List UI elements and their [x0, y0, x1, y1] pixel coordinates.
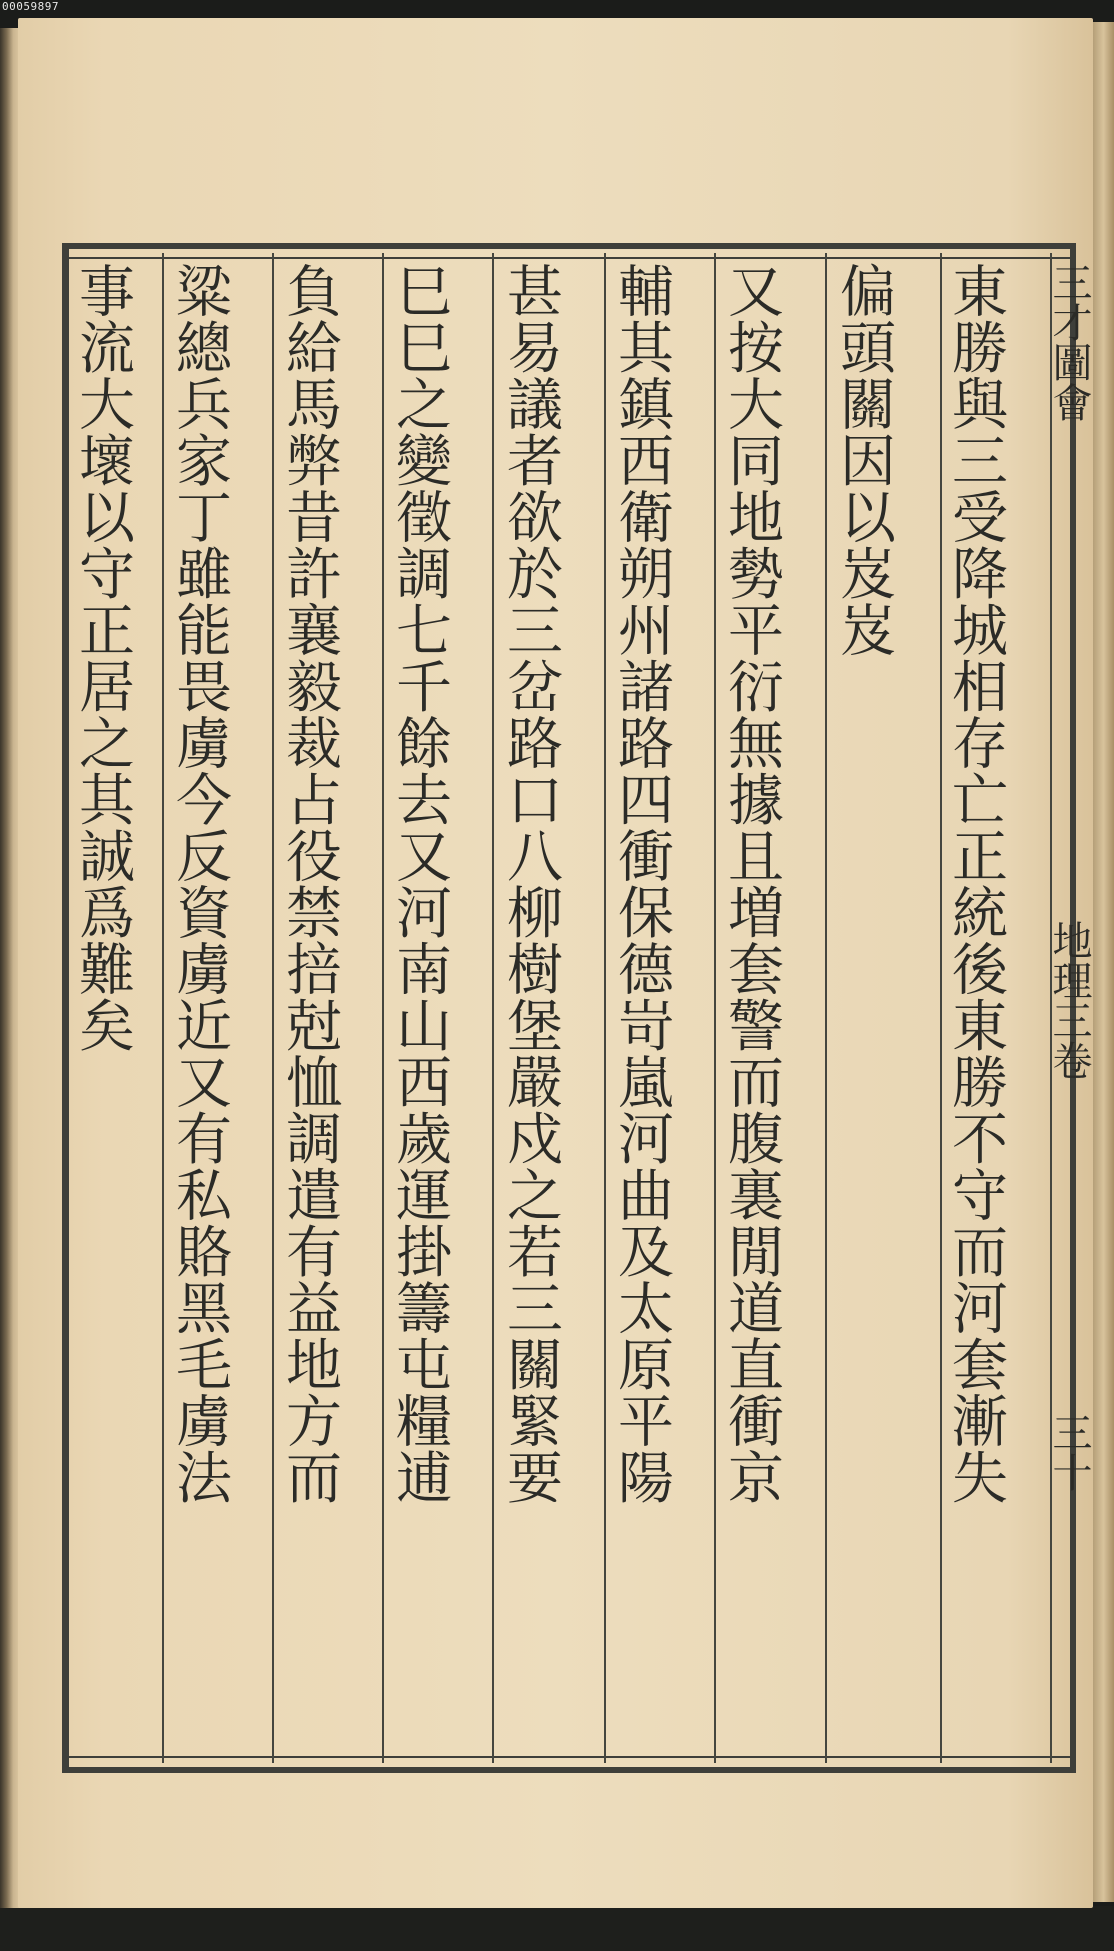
column-rule — [604, 253, 606, 1763]
text-column-8: 粱總兵家丁雖能畏虜今反資虜近又有私賂黑毛虜法 — [167, 262, 232, 1505]
column-rule — [382, 253, 384, 1763]
text-column-2: 偏頭關因以岌岌 — [831, 262, 896, 658]
column-rule — [162, 253, 164, 1763]
scan-id-label: 00059897 — [2, 0, 59, 13]
right-page-edge — [1093, 22, 1114, 1902]
frame-bottom-rule — [62, 1756, 1076, 1758]
section-title: 地理三卷 — [1046, 920, 1092, 1080]
book-title: 三才圖會 — [1046, 262, 1092, 422]
column-rule — [825, 253, 827, 1763]
column-rule — [272, 253, 274, 1763]
bottom-shadow — [0, 1906, 1114, 1951]
frame-top-rule — [62, 257, 1076, 259]
text-column-5: 甚易議者欲於三岔路口八柳樹堡嚴戍之若三關緊要 — [498, 262, 563, 1505]
text-column-4: 輔其鎮西衛朔州諸路四衝保德岢嵐河曲及太原平陽 — [609, 262, 674, 1505]
text-column-6: 巳巳之變徵調七千餘去又河南山西歲運掛籌屯糧逋 — [387, 262, 452, 1505]
column-rule — [714, 253, 716, 1763]
text-column-1: 東勝與三受降城相存亡正統後東勝不守而河套漸失 — [943, 262, 1008, 1505]
text-column-7: 負給馬弊昔許襄毅裁占役禁掊尅恤調遣有益地方而 — [277, 262, 342, 1505]
text-column-3: 又按大同地勢平衍無據且増套警而腹裏閒道直衝京 — [719, 262, 784, 1505]
column-rule — [492, 253, 494, 1763]
text-column-9: 事流大壞以守正居之其誠爲難矣 — [70, 262, 135, 1053]
column-rule — [940, 253, 942, 1763]
page-number: 三十 — [1046, 1412, 1092, 1492]
